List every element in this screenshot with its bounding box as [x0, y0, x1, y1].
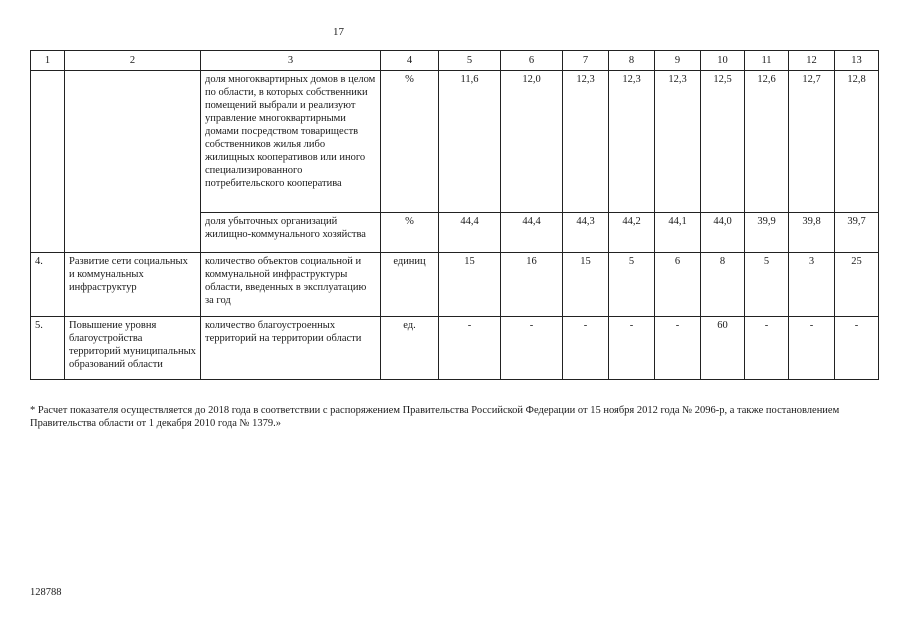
header-cell: 1	[31, 51, 65, 71]
task-name-cell	[65, 71, 201, 253]
header-cell: 4	[381, 51, 439, 71]
value-cell: -	[835, 317, 879, 380]
header-cell: 7	[563, 51, 609, 71]
value-cell: 44,0	[701, 213, 745, 253]
value-cell: 15	[439, 253, 501, 317]
unit-cell: ед.	[381, 317, 439, 380]
indicator-cell: количество благоустроенных территорий на территории области	[201, 317, 381, 380]
value-cell: 44,4	[439, 213, 501, 253]
task-name-cell: Развитие сети социальных и коммунальных инфраструктур	[65, 253, 201, 317]
table-row	[31, 317, 879, 380]
value-cell: 6	[655, 253, 701, 317]
page-number: 17	[333, 26, 344, 38]
indicator-cell: количество объектов социальной и коммунальной инфраструктуры области, введенных в эксплуатацию за год	[201, 253, 381, 317]
row-number-cell	[31, 71, 65, 253]
unit-cell: единиц	[381, 253, 439, 317]
value-cell: 12,3	[609, 71, 655, 213]
value-cell: 44,3	[563, 213, 609, 253]
task-name-cell: Повышение уровня благоустройства территорий муниципальных образований области	[65, 317, 201, 380]
header-cell: 13	[835, 51, 879, 71]
value-cell: -	[745, 317, 789, 380]
value-cell: -	[609, 317, 655, 380]
value-cell: 5	[745, 253, 789, 317]
value-cell: 12,3	[655, 71, 701, 213]
value-cell: -	[789, 317, 835, 380]
value-cell: 16	[501, 253, 563, 317]
header-cell: 9	[655, 51, 701, 71]
footnote: * Расчет показателя осуществляется до 2018 года в соответствии с распоряжением Правительства Российской Федерации от 15 ноября 2012 года № 2096-р, а также постановлением Правительства области от 1 декабря 2010 года № 1379.»	[30, 405, 840, 429]
value-cell: 39,9	[745, 213, 789, 253]
header-cell: 2	[65, 51, 201, 71]
header-cell: 11	[745, 51, 789, 71]
header-cell: 3	[201, 51, 381, 71]
value-cell: 12,7	[789, 71, 835, 213]
header-cell: 12	[789, 51, 835, 71]
value-cell: 39,8	[789, 213, 835, 253]
table-row	[31, 71, 879, 213]
row-number-cell: 5.	[31, 317, 65, 380]
value-cell: 39,7	[835, 213, 879, 253]
value-cell: 11,6	[439, 71, 501, 213]
header-cell: 10	[701, 51, 745, 71]
value-cell: 12,6	[745, 71, 789, 213]
value-cell: 12,8	[835, 71, 879, 213]
value-cell: -	[501, 317, 563, 380]
value-cell: 12,5	[701, 71, 745, 213]
value-cell: 25	[835, 253, 879, 317]
value-cell: -	[439, 317, 501, 380]
unit-cell: %	[381, 71, 439, 213]
value-cell: 44,2	[609, 213, 655, 253]
value-cell: 60	[701, 317, 745, 380]
value-cell: -	[655, 317, 701, 380]
indicators-table	[30, 50, 879, 380]
header-cell: 8	[609, 51, 655, 71]
indicator-cell: доля убыточных организаций жилищно-коммунального хозяйства	[201, 213, 381, 253]
table-header-row	[31, 51, 879, 71]
header-cell: 6	[501, 51, 563, 71]
value-cell: 12,3	[563, 71, 609, 213]
unit-cell: %	[381, 213, 439, 253]
value-cell: 15	[563, 253, 609, 317]
value-cell: 44,4	[501, 213, 563, 253]
value-cell: 12,0	[501, 71, 563, 213]
header-cell: 5	[439, 51, 501, 71]
value-cell: 8	[701, 253, 745, 317]
table-row	[31, 253, 879, 317]
indicator-cell: доля многоквартирных домов в целом по области, в которых собственники помещений выбрали и реализуют управление многоквартирными домами посредством товариществ собственников жилья либо жилищных кооперативов или иного специализированного потребительского кооператива	[201, 71, 381, 213]
row-number-cell: 4.	[31, 253, 65, 317]
document-code: 128788	[30, 587, 62, 598]
value-cell: 3	[789, 253, 835, 317]
value-cell: -	[563, 317, 609, 380]
value-cell: 44,1	[655, 213, 701, 253]
value-cell: 5	[609, 253, 655, 317]
